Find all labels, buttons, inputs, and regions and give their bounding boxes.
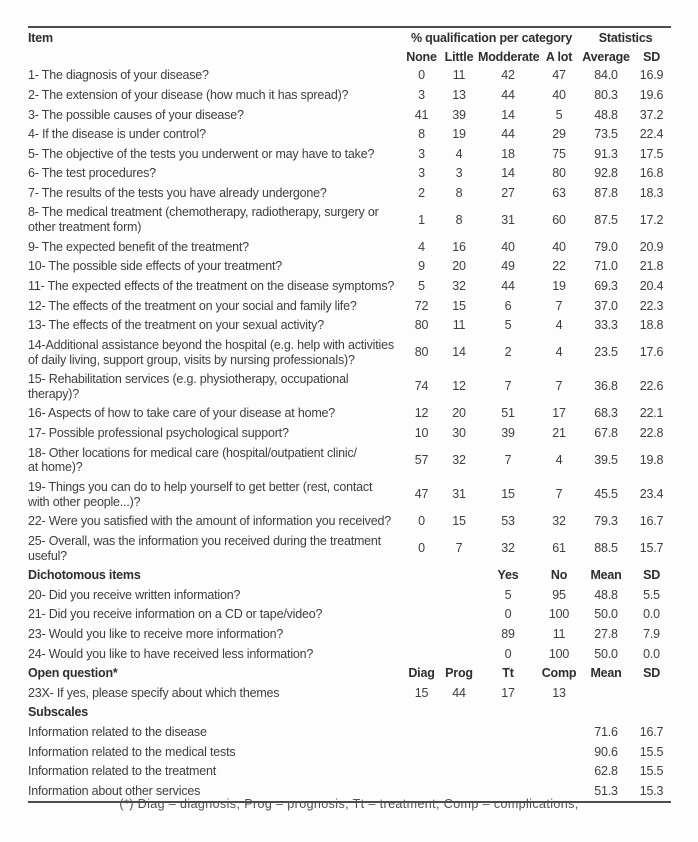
value-cell-modderate: 44 bbox=[501, 127, 515, 142]
value-cell-none: 47 bbox=[414, 487, 429, 502]
value-cell-none bbox=[403, 605, 440, 625]
table-row bbox=[28, 203, 671, 237]
header-group-row bbox=[28, 27, 671, 47]
value-cell-alot: 40 bbox=[552, 239, 566, 254]
table-row bbox=[28, 586, 671, 606]
item-cell: 18- Other locations for medical care (hospital/outpatient clinic/ at home)? bbox=[28, 445, 357, 475]
table-row bbox=[28, 183, 671, 203]
value-cell-little bbox=[440, 566, 478, 586]
value-cell-alot bbox=[538, 703, 580, 723]
value-cell-little: 8 bbox=[455, 212, 463, 227]
table-row bbox=[28, 703, 671, 723]
value-cell-alot: 61 bbox=[552, 541, 566, 556]
table-row bbox=[28, 370, 671, 404]
value-cell-alot: 17 bbox=[552, 406, 566, 421]
value-cell-modderate: Yes bbox=[497, 568, 519, 583]
value-cell-none: 5 bbox=[418, 278, 425, 293]
value-cell-average: 50.0 bbox=[594, 646, 618, 661]
item-cell: 12- The effects of the treatment on your social and family life? bbox=[28, 298, 357, 313]
value-cell-little bbox=[440, 625, 478, 645]
value-cell-alot: 7 bbox=[555, 487, 563, 502]
value-cell-sd: 16.8 bbox=[639, 166, 664, 181]
value-cell-none: 3 bbox=[418, 146, 425, 161]
value-cell-none bbox=[403, 586, 440, 606]
item-cell: Information related to the treatment bbox=[28, 764, 217, 779]
value-cell-alot bbox=[538, 762, 580, 782]
value-cell-sd: 22.6 bbox=[639, 379, 664, 394]
table-header bbox=[28, 27, 671, 66]
value-cell-average: 79.3 bbox=[594, 514, 618, 529]
column-header-alot: A lot bbox=[545, 49, 573, 64]
value-cell-modderate: 49 bbox=[501, 259, 515, 274]
value-cell-little: 15 bbox=[452, 514, 466, 529]
value-cell-average: 90.6 bbox=[594, 744, 618, 759]
value-cell-alot: No bbox=[550, 568, 568, 583]
value-cell-modderate: 51 bbox=[501, 406, 515, 421]
table-row bbox=[28, 335, 671, 369]
table-row bbox=[28, 566, 671, 586]
value-cell-sd: 17.2 bbox=[639, 212, 664, 227]
value-cell-sd: 19.8 bbox=[639, 453, 664, 467]
value-cell-alot: 80 bbox=[552, 166, 566, 181]
value-cell-modderate: 17 bbox=[501, 685, 515, 700]
table-row bbox=[28, 664, 671, 684]
results-table bbox=[28, 26, 671, 803]
value-cell-sd: 16.7 bbox=[639, 724, 664, 739]
item-cell: 4- If the disease is under control? bbox=[28, 127, 206, 142]
value-cell-average: Mean bbox=[590, 568, 622, 583]
value-cell-alot: 29 bbox=[552, 127, 566, 142]
item-cell: Dichotomous items bbox=[28, 568, 141, 583]
column-header-modderate: Modderate bbox=[478, 49, 540, 64]
value-cell-none: 0 bbox=[418, 541, 425, 556]
value-cell-alot: 5 bbox=[555, 107, 563, 122]
value-cell-alot: 63 bbox=[552, 185, 566, 200]
value-cell-little: 44 bbox=[452, 685, 466, 700]
value-cell-sd: SD bbox=[643, 568, 661, 583]
value-cell-little: 32 bbox=[452, 278, 466, 293]
value-cell-sd bbox=[632, 703, 671, 723]
value-cell-sd: 22.4 bbox=[639, 127, 664, 142]
value-cell-modderate: 27 bbox=[501, 185, 515, 200]
item-cell: 5- The objective of the tests you underwent or may have to take? bbox=[28, 146, 375, 161]
table-row bbox=[28, 762, 671, 782]
table-row bbox=[28, 237, 671, 257]
item-cell: 2- The extension of your disease (how much it has spread)? bbox=[28, 87, 349, 102]
item-cell: 17- Possible professional psychological support? bbox=[28, 426, 289, 441]
item-cell: 9- The expected benefit of the treatment? bbox=[28, 239, 249, 254]
value-cell-none: 41 bbox=[414, 107, 429, 122]
value-cell-modderate: 5 bbox=[504, 318, 512, 333]
value-cell-average bbox=[580, 683, 632, 703]
value-cell-average bbox=[580, 703, 632, 723]
value-cell-alot: 7 bbox=[555, 379, 563, 394]
value-cell-sd: 19.6 bbox=[639, 87, 664, 102]
table-footnote: (*) Diag – diagnosis; Prog – prognosis; Tt – treatment; Comp – complications; bbox=[119, 797, 579, 811]
table-row bbox=[28, 316, 671, 336]
value-cell-little: 39 bbox=[452, 107, 466, 122]
value-cell-little: 30 bbox=[452, 426, 466, 441]
table-row bbox=[28, 424, 671, 444]
value-cell-alot: 4 bbox=[555, 318, 563, 333]
item-cell: Information related to the medical tests bbox=[28, 744, 236, 759]
value-cell-average: 62.8 bbox=[594, 764, 618, 779]
header-columns-row bbox=[28, 47, 671, 66]
value-cell-little: 8 bbox=[455, 185, 463, 200]
value-cell-little: Prog bbox=[445, 666, 473, 681]
value-cell-alot: 32 bbox=[552, 514, 566, 529]
value-cell-sd: 16.9 bbox=[639, 68, 664, 83]
value-cell-alot: 4 bbox=[555, 345, 563, 360]
value-cell-modderate: 2 bbox=[504, 345, 512, 360]
value-cell-average: 80.3 bbox=[594, 87, 618, 102]
table-row bbox=[28, 478, 671, 512]
value-cell-alot: 7 bbox=[555, 298, 563, 313]
table-row bbox=[28, 512, 671, 532]
value-cell-average: 48.8 bbox=[594, 587, 618, 602]
item-cell: 11- The expected effects of the treatment on the disease symptoms? bbox=[28, 278, 395, 293]
table-row bbox=[28, 86, 671, 106]
value-cell-sd: 16.7 bbox=[639, 514, 664, 529]
value-cell-little bbox=[440, 703, 478, 723]
value-cell-sd: 17.5 bbox=[639, 146, 664, 161]
value-cell-average: 87.8 bbox=[594, 185, 618, 200]
value-cell-alot: 60 bbox=[552, 212, 566, 227]
value-cell-none: 3 bbox=[418, 87, 425, 102]
value-cell-average: 39.5 bbox=[594, 453, 618, 467]
value-cell-none: 8 bbox=[418, 127, 425, 142]
item-cell: 3- The possible causes of your disease? bbox=[28, 107, 244, 122]
value-cell-none: 1 bbox=[418, 212, 425, 227]
item-cell: 14-Additional assistance beyond the hospital (e.g. help with activities of daily living, support group, visits by nursing professionals)? bbox=[28, 337, 394, 367]
value-cell-little bbox=[440, 762, 478, 782]
value-cell-sd bbox=[632, 683, 671, 703]
value-cell-average: 33.3 bbox=[594, 318, 618, 333]
value-cell-modderate: 42 bbox=[501, 68, 515, 83]
value-cell-average: 67.8 bbox=[594, 426, 618, 441]
value-cell-alot bbox=[538, 742, 580, 762]
value-cell-little: 4 bbox=[455, 146, 463, 161]
value-cell-alot: 40 bbox=[552, 87, 566, 102]
value-cell-little bbox=[440, 605, 478, 625]
value-cell-sd: 0.0 bbox=[643, 646, 660, 661]
value-cell-alot: 4 bbox=[555, 453, 563, 467]
value-cell-modderate: 32 bbox=[501, 541, 515, 556]
table-row bbox=[28, 144, 671, 164]
value-cell-little: 13 bbox=[452, 87, 466, 102]
table-row bbox=[28, 644, 671, 664]
item-cell: 16- Aspects of how to take care of your disease at home? bbox=[28, 406, 336, 421]
value-cell-modderate bbox=[478, 723, 538, 743]
table-row bbox=[28, 296, 671, 316]
value-cell-little: 15 bbox=[452, 298, 466, 313]
value-cell-none: 10 bbox=[414, 426, 429, 441]
value-cell-modderate: 14 bbox=[501, 166, 515, 181]
item-cell: 22- Were you satisfied with the amount of information you received? bbox=[28, 514, 391, 529]
value-cell-sd: 37.2 bbox=[639, 107, 664, 122]
value-cell-modderate: 18 bbox=[501, 146, 515, 161]
value-cell-little bbox=[440, 723, 478, 743]
value-cell-sd: 22.3 bbox=[639, 298, 664, 313]
value-cell-sd: 15.5 bbox=[639, 764, 664, 779]
item-cell: 7- The results of the tests you have already undergone? bbox=[28, 185, 327, 200]
value-cell-average: 71.6 bbox=[594, 724, 618, 739]
item-cell: 6- The test procedures? bbox=[28, 166, 156, 181]
value-cell-average: 73.5 bbox=[594, 127, 618, 142]
value-cell-little: 7 bbox=[455, 541, 463, 556]
value-cell-modderate: 0 bbox=[504, 646, 512, 661]
item-cell: 19- Things you can do to help yourself to get better (rest, contact with other people...)? bbox=[28, 479, 373, 509]
value-cell-average: 87.5 bbox=[594, 212, 618, 227]
value-cell-alot: 21 bbox=[552, 426, 566, 441]
value-cell-none: 80 bbox=[414, 318, 429, 333]
value-cell-little: 12 bbox=[452, 379, 466, 394]
table-row bbox=[28, 683, 671, 703]
table-row bbox=[28, 66, 671, 86]
value-cell-average: 50.0 bbox=[594, 607, 618, 622]
item-cell: 23- Would you like to receive more information? bbox=[28, 627, 284, 642]
value-cell-modderate: 7 bbox=[504, 453, 512, 467]
results-table-container bbox=[28, 26, 671, 803]
value-cell-average: 68.3 bbox=[594, 406, 618, 421]
item-column-spacer bbox=[28, 47, 403, 66]
value-cell-modderate bbox=[478, 742, 538, 762]
item-cell: 21- Did you receive information on a CD or tape/video? bbox=[28, 607, 323, 622]
value-cell-none bbox=[403, 723, 440, 743]
value-cell-modderate: 44 bbox=[501, 278, 515, 293]
value-cell-alot: 47 bbox=[552, 68, 566, 83]
item-cell: 25- Overall, was the information you received during the treatment useful? bbox=[28, 533, 381, 563]
item-cell: Information about other services bbox=[28, 783, 201, 798]
table-row bbox=[28, 723, 671, 743]
value-cell-none: 12 bbox=[414, 406, 429, 421]
value-cell-alot bbox=[538, 723, 580, 743]
value-cell-average: 45.5 bbox=[594, 487, 618, 502]
value-cell-average: 69.3 bbox=[594, 278, 618, 293]
value-cell-alot: 95 bbox=[552, 587, 566, 602]
value-cell-none: 9 bbox=[418, 259, 425, 274]
value-cell-modderate: 0 bbox=[504, 607, 512, 622]
value-cell-sd: 18.8 bbox=[639, 318, 664, 333]
value-cell-modderate: 15 bbox=[501, 487, 515, 502]
value-cell-modderate bbox=[478, 762, 538, 782]
value-cell-modderate: 40 bbox=[501, 239, 515, 254]
value-cell-sd: 22.8 bbox=[639, 426, 664, 441]
value-cell-alot: 100 bbox=[548, 607, 570, 622]
value-cell-sd: 0.0 bbox=[643, 607, 660, 622]
table-row bbox=[28, 404, 671, 424]
value-cell-little: 32 bbox=[452, 453, 466, 467]
value-cell-sd: 7.9 bbox=[643, 627, 660, 642]
table-row bbox=[28, 257, 671, 277]
value-cell-little: 20 bbox=[452, 406, 466, 421]
item-column-header: Item bbox=[28, 30, 53, 45]
value-cell-little: 19 bbox=[452, 127, 466, 142]
table-row bbox=[28, 443, 671, 477]
value-cell-average: 92.8 bbox=[594, 166, 618, 181]
value-cell-none: Diag bbox=[408, 666, 435, 681]
value-cell-average: 91.3 bbox=[594, 146, 618, 161]
item-cell: Information related to the disease bbox=[28, 724, 207, 739]
value-cell-none: 15 bbox=[414, 685, 429, 700]
item-cell: 15- Rehabilitation services (e.g. physiotherapy, occupational therapy)? bbox=[28, 372, 349, 401]
qualification-group-header: % qualification per category bbox=[410, 30, 573, 45]
value-cell-modderate: 44 bbox=[501, 87, 515, 102]
value-cell-modderate: 6 bbox=[504, 298, 512, 313]
value-cell-none bbox=[403, 625, 440, 645]
value-cell-average: Mean bbox=[590, 666, 622, 681]
value-cell-modderate: 7 bbox=[504, 379, 512, 394]
value-cell-modderate: Tt bbox=[502, 666, 514, 681]
value-cell-none: 57 bbox=[414, 453, 429, 467]
value-cell-sd: 18.3 bbox=[639, 185, 664, 200]
value-cell-sd: 20.9 bbox=[639, 239, 664, 254]
table-row bbox=[28, 625, 671, 645]
value-cell-none: 0 bbox=[418, 68, 425, 83]
value-cell-little: 3 bbox=[455, 166, 463, 181]
value-cell-average: 27.8 bbox=[594, 627, 618, 642]
value-cell-none bbox=[403, 703, 440, 723]
value-cell-sd: 15.7 bbox=[639, 541, 664, 556]
table-body bbox=[28, 66, 671, 802]
table-row bbox=[28, 105, 671, 125]
value-cell-sd: 15.3 bbox=[639, 783, 664, 798]
value-cell-average: 71.0 bbox=[594, 259, 618, 274]
value-cell-average: 37.0 bbox=[594, 298, 618, 313]
value-cell-sd: 21.8 bbox=[639, 259, 664, 274]
value-cell-little bbox=[440, 644, 478, 664]
item-cell: 1- The diagnosis of your disease? bbox=[28, 68, 209, 83]
statistics-group-header: Statistics bbox=[598, 30, 653, 45]
value-cell-sd: 5.5 bbox=[643, 587, 660, 602]
value-cell-average: 79.0 bbox=[594, 239, 618, 254]
item-cell: 13- The effects of the treatment on your sexual activity? bbox=[28, 318, 324, 333]
value-cell-average: 51.3 bbox=[594, 783, 618, 798]
table-row bbox=[28, 532, 671, 566]
value-cell-none: 80 bbox=[414, 345, 429, 360]
item-cell: 23X- If yes, please specify about which themes bbox=[28, 685, 280, 700]
column-header-average: Average bbox=[582, 49, 630, 64]
item-cell: 8- The medical treatment (chemotherapy, radiotherapy, surgery or other treatment form) bbox=[28, 205, 379, 235]
value-cell-alot: Comp bbox=[541, 666, 577, 681]
value-cell-modderate bbox=[478, 703, 538, 723]
item-cell: 20- Did you receive written information? bbox=[28, 587, 241, 602]
value-cell-alot: 11 bbox=[552, 627, 566, 642]
value-cell-alot: 19 bbox=[552, 278, 566, 293]
column-header-sd: SD bbox=[643, 49, 661, 64]
value-cell-little: 20 bbox=[452, 259, 466, 274]
value-cell-none: 0 bbox=[418, 514, 425, 529]
item-cell: 24- Would you like to have received less information? bbox=[28, 646, 314, 661]
value-cell-little: 31 bbox=[452, 487, 466, 502]
value-cell-little: 11 bbox=[452, 318, 466, 333]
value-cell-sd: 22.1 bbox=[639, 406, 664, 421]
value-cell-none: 3 bbox=[418, 166, 425, 181]
value-cell-average: 36.8 bbox=[594, 379, 618, 394]
value-cell-none: 2 bbox=[418, 185, 425, 200]
value-cell-sd: 23.4 bbox=[639, 487, 664, 502]
item-cell: 10- The possible side effects of your treatment? bbox=[28, 259, 282, 274]
value-cell-little bbox=[440, 586, 478, 606]
value-cell-sd: 17.6 bbox=[639, 345, 664, 360]
value-cell-average: 84.0 bbox=[594, 68, 618, 83]
value-cell-none bbox=[403, 566, 440, 586]
table-row bbox=[28, 277, 671, 297]
value-cell-little: 14 bbox=[452, 345, 466, 360]
value-cell-alot: 13 bbox=[552, 685, 566, 700]
value-cell-little: 16 bbox=[452, 239, 466, 254]
value-cell-alot: 75 bbox=[552, 146, 566, 161]
value-cell-modderate: 31 bbox=[501, 212, 515, 227]
item-cell: Subscales bbox=[28, 705, 89, 720]
value-cell-average: 88.5 bbox=[594, 541, 618, 556]
column-header-little: Little bbox=[444, 49, 474, 64]
value-cell-average: 23.5 bbox=[594, 345, 618, 360]
value-cell-modderate: 89 bbox=[501, 627, 515, 642]
value-cell-sd: 15.5 bbox=[639, 744, 664, 759]
value-cell-sd: 20.4 bbox=[639, 278, 664, 293]
value-cell-little: 11 bbox=[452, 68, 466, 83]
value-cell-modderate: 39 bbox=[501, 426, 515, 441]
value-cell-alot: 22 bbox=[552, 259, 566, 274]
value-cell-modderate: 53 bbox=[501, 514, 515, 529]
value-cell-modderate: 14 bbox=[501, 107, 515, 122]
value-cell-none bbox=[403, 742, 440, 762]
table-row bbox=[28, 125, 671, 145]
value-cell-little bbox=[440, 742, 478, 762]
value-cell-average: 48.8 bbox=[594, 107, 618, 122]
column-header-none: None bbox=[406, 49, 437, 64]
value-cell-modderate: 5 bbox=[504, 587, 512, 602]
table-row bbox=[28, 164, 671, 184]
table-row bbox=[28, 605, 671, 625]
value-cell-none: 72 bbox=[414, 298, 429, 313]
table-row bbox=[28, 742, 671, 762]
value-cell-none: 74 bbox=[414, 379, 429, 394]
value-cell-none bbox=[403, 762, 440, 782]
value-cell-sd: SD bbox=[643, 666, 661, 681]
item-cell: Open question* bbox=[28, 666, 118, 681]
value-cell-none: 4 bbox=[418, 239, 425, 254]
value-cell-alot: 100 bbox=[548, 646, 570, 661]
value-cell-none bbox=[403, 644, 440, 664]
